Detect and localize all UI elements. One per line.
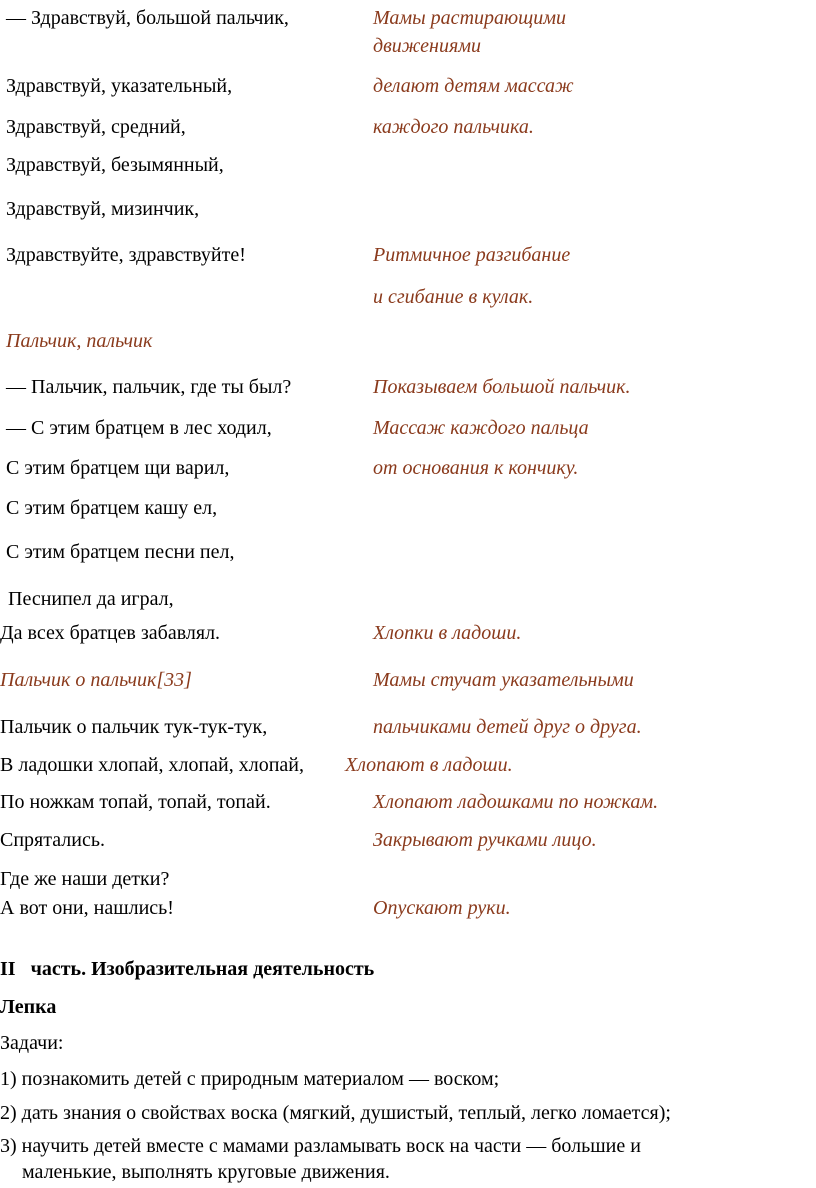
rhyme-title: Пальчик о пальчик[33] <box>0 669 192 691</box>
task-item-continuation: маленькие, выполнять круговые движения. <box>22 1161 390 1183</box>
instruction-note: каждого пальчика. <box>373 116 534 138</box>
instruction-note: пальчиками детей друг о друга. <box>373 716 642 738</box>
poem-line: Песнипел да играл, <box>8 588 174 610</box>
rhyme-title: Пальчик, пальчик <box>6 330 153 352</box>
instruction-note: делают детям массаж <box>373 75 574 97</box>
task-item: 2) дать знания о свойствах воска (мягкий, душистый, теплый, легко ломается); <box>0 1102 671 1124</box>
poem-line: С этим братцем песни пел, <box>6 541 235 563</box>
tasks-label: Задачи: <box>0 1032 64 1054</box>
poem-line: Пальчик о пальчик тук-тук-тук, <box>0 716 268 738</box>
instruction-note: Массаж каждого пальца <box>373 417 589 439</box>
instruction-note: от основания к кончику. <box>373 457 579 479</box>
instruction-note: движениями <box>373 35 481 57</box>
poem-line: Здравствуй, указательный, <box>6 75 233 97</box>
instruction-note: Показываем большой пальчик. <box>373 376 631 398</box>
poem-line: А вот они, нашлись! <box>0 897 174 919</box>
instruction-note: Мамы растирающими <box>373 7 566 29</box>
instruction-note: и сгибание в кулак. <box>373 286 534 308</box>
poem-line: — Пальчик, пальчик, где ты был? <box>6 376 292 398</box>
poem-line: — С этим братцем в лес ходил, <box>6 417 272 439</box>
instruction-note: Ритмичное разгибание <box>373 244 571 266</box>
poem-line: В ладошки хлопай, хлопай, хлопай, <box>0 754 304 776</box>
poem-line: С этим братцем кашу ел, <box>6 497 218 519</box>
instruction-note: Мамы стучат указательными <box>373 669 634 691</box>
poem-line: С этим братцем щи варил, <box>6 457 230 479</box>
instruction-note: Закрывают ручками лицо. <box>373 829 597 851</box>
instruction-note: Опускают руки. <box>373 897 511 919</box>
subsection-heading: Лепка <box>0 996 57 1018</box>
section-heading: II часть. Изобразительная деятельность <box>0 958 375 980</box>
poem-line: Здравствуй, средний, <box>6 116 186 138</box>
poem-line: Где же наши детки? <box>0 868 170 890</box>
poem-line: Спрятались. <box>0 829 105 851</box>
poem-line: По ножкам топай, топай, топай. <box>0 791 271 813</box>
poem-line: Да всех братцев забавлял. <box>0 622 221 644</box>
task-item: 1) познакомить детей с природным материалом — воском; <box>0 1068 500 1090</box>
instruction-note: Хлопают ладошками по ножкам. <box>373 791 659 813</box>
task-item: 3) научить детей вместе с мамами разламывать воск на части — большие и <box>0 1135 641 1157</box>
instruction-note: Хлопки в ладоши. <box>373 622 522 644</box>
poem-line: — Здравствуй, большой пальчик, <box>6 7 289 29</box>
instruction-note: Хлопают в ладоши. <box>345 754 513 776</box>
poem-line: Здравствуй, безымянный, <box>6 154 224 176</box>
poem-line: Здравствуй, мизинчик, <box>6 198 200 220</box>
poem-line: Здравствуйте, здравствуйте! <box>6 244 246 266</box>
